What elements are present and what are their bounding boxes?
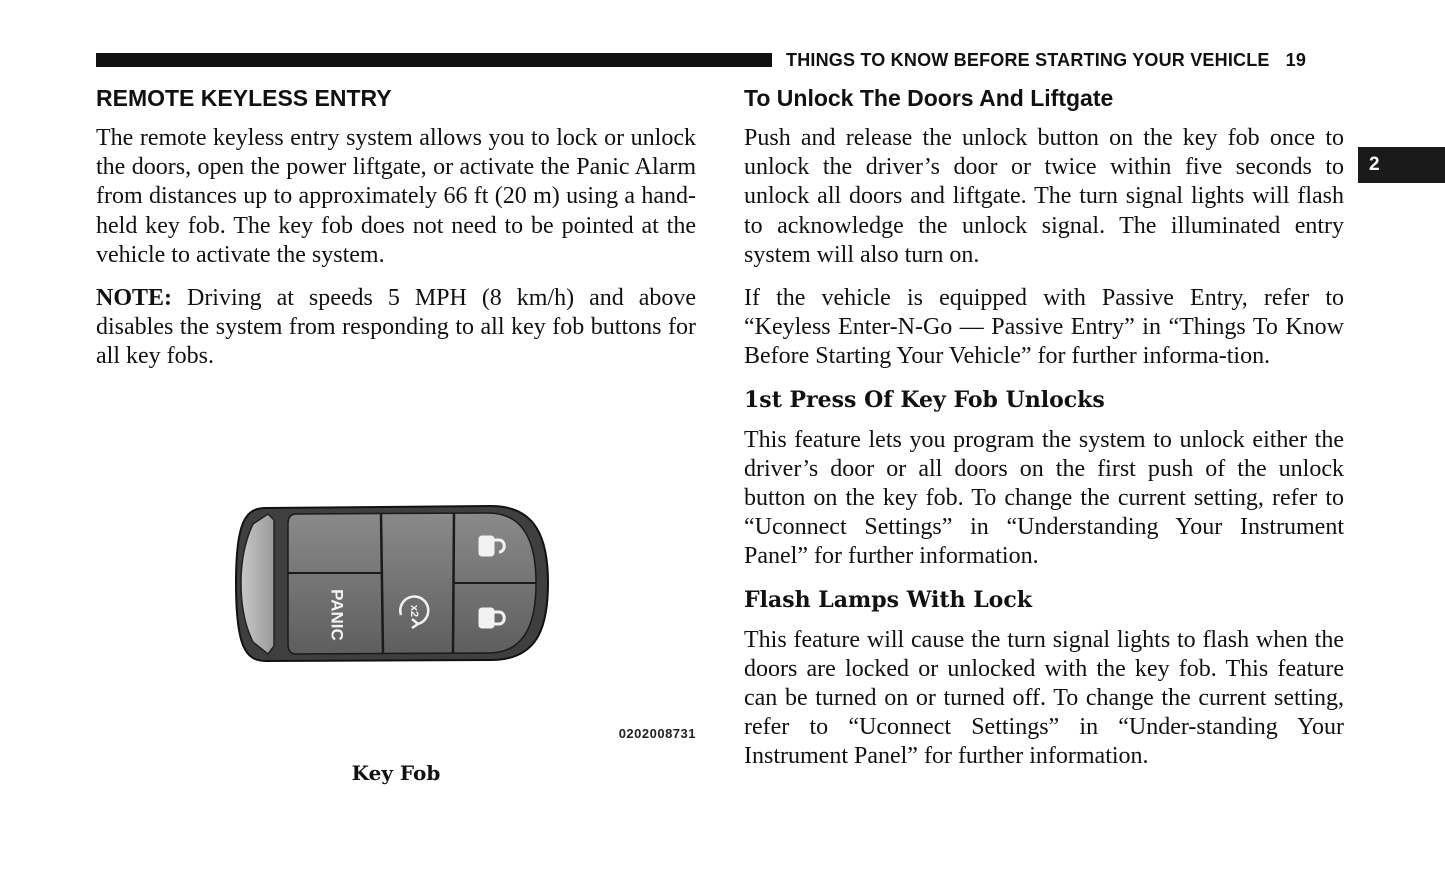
header-rule [96, 53, 772, 67]
button-divider [453, 513, 454, 653]
figure-id: 0202008731 [618, 726, 696, 741]
page-number: 19 [1285, 50, 1307, 70]
header-title: THINGS TO KNOW BEFORE STARTING YOUR VEHICLE [786, 50, 1270, 70]
unlock-paragraph: Push and release the unlock button on the key fob once to unlock the driver’s door or twice within five seconds to unlock all doors and liftgate. The turn signal lights will flash to acknowledge the unlock signal. The illuminated entry system will also turn on. [744, 125, 1344, 268]
note-label: NOTE: [96, 285, 173, 312]
left-column [96, 84, 696, 386]
note-paragraph [96, 284, 696, 372]
remote-start-label: x2 [408, 604, 421, 618]
passive-entry-paragraph: If the vehicle is equipped with Passive Entry, refer to “Keyless Enter-N-Go — Passive Entry” in “Things To Know Before Starting Your Vehicle” for further informa-tion. [744, 285, 1344, 370]
running-header [786, 50, 1306, 71]
figure-caption: Key Fob [351, 761, 441, 785]
section-heading: REMOTE KEYLESS ENTRY [96, 85, 392, 111]
flash-lamps-paragraph: This feature will cause the turn signal lights to flash when the doors are locked or unlocked with the key fob. This feature can be turned on or turned off. To change the current setting, refer to “Uconnect Settings” in “Under-standing Your Instrument Panel” for further information. [744, 626, 1344, 770]
first-press-paragraph: This feature lets you program the system to unlock either the driver’s door or all doors on the first push of the unlock button on the key fob. To change the current setting, refer to “Uconnect Settings” in “Understanding Your Instrument Panel” for further information. [744, 426, 1344, 570]
key-fob-illustration [96, 458, 696, 758]
subheading-flash-lamps: Flash Lamps With Lock [744, 586, 1032, 613]
note-text: Driving at speeds 5 MPH (8 km/h) and above disables the system from responding to all key fob buttons for all key fobs. [96, 285, 696, 370]
section-heading: To Unlock The Doors And Liftgate [744, 85, 1114, 111]
subheading-first-press: 1st Press Of Key Fob Unlocks [744, 386, 1105, 413]
chapter-tab: 2 [1358, 147, 1445, 183]
right-column [744, 84, 1344, 786]
panic-button-label: PANIC [327, 589, 347, 641]
intro-paragraph: The remote keyless entry system allows you to lock or unlock the doors, open the power liftgate, or activate the Panic Alarm from distances up to approximately 66 ft (20 m) using a hand-held key fob. The key fob does not need to be pointed at the vehicle to activate the system. [96, 125, 696, 268]
key-fob-figure [96, 458, 696, 788]
